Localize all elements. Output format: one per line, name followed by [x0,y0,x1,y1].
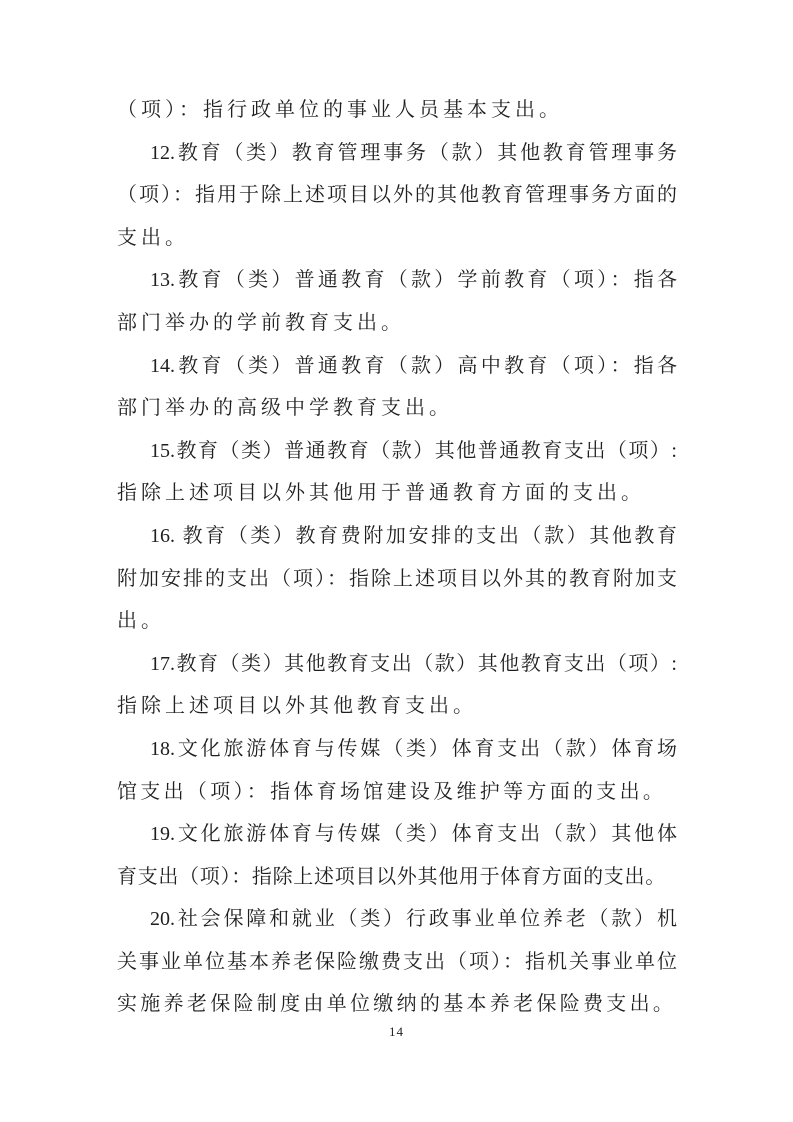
paragraph [117,259,677,344]
text-line: （项）：指行政单位的事业人员基本支出。 [117,99,563,121]
text-line: 19.文化旅游体育与传媒（类）体育支出（款）其他体 [150,823,677,846]
text-line: 指除上述项目以外其他教育支出。 [117,695,477,718]
paragraph [117,728,677,813]
paragraph [117,643,677,728]
text-line: 部门举办的学前教育支出。 [117,311,405,334]
text-line: 17.教育（类）其他教育支出（款）其他教育支出（项）: [150,652,677,675]
text-line: 13.教育（类）普通教育（款）学前教育（项）：指各 [150,269,677,292]
paragraph [117,430,677,515]
paragraph [117,898,677,1026]
page-number: 14 [389,1024,404,1039]
paragraph [117,89,677,132]
text-line: 出。 [117,610,165,633]
document-body [117,89,677,1026]
text-line: 15.教育（类）普通教育（款）其他普通教育支出（项）: [150,439,677,462]
text-line: 16. 教育（类）教育费附加安排的支出（款）其他教育 [150,524,677,547]
text-line: 附加安排的支出（项）：指除上述项目以外其的教育附加支 [117,567,677,590]
paragraph [117,515,677,643]
text-line: 20.社会保障和就业（类）行政事业单位养老（款）机 [150,908,677,931]
paragraph [117,132,677,260]
text-line: 馆支出（项）：指体育场馆建设及维护等方面的支出。 [117,780,667,803]
text-line: 实施养老保险制度由单位缴纳的基本养老保险费支出。 [117,993,677,1016]
text-line: 12.教育（类）教育管理事务（款）其他教育管理事务 [150,141,677,164]
paragraph [117,345,677,430]
text-line: 育支出（项）：指除上述项目以外其他用于体育方面的支出。 [117,865,666,888]
text-line: 14.教育（类）普通教育（款）高中教育（项）：指各 [150,354,677,377]
text-line: 指除上述项目以外其他用于普通教育方面的支出。 [117,482,645,505]
paragraph [117,813,677,898]
text-line: （项）：指用于除上述项目以外的其他教育管理事务方面的 [117,184,677,207]
text-line: 关事业单位基本养老保险缴费支出（项）：指机关事业单位 [117,950,677,973]
text-line: 18.文化旅游体育与传媒（类）体育支出（款）体育场 [150,737,677,760]
text-line: 支出。 [117,226,189,249]
text-line: 部门举办的高级中学教育支出。 [117,397,453,420]
